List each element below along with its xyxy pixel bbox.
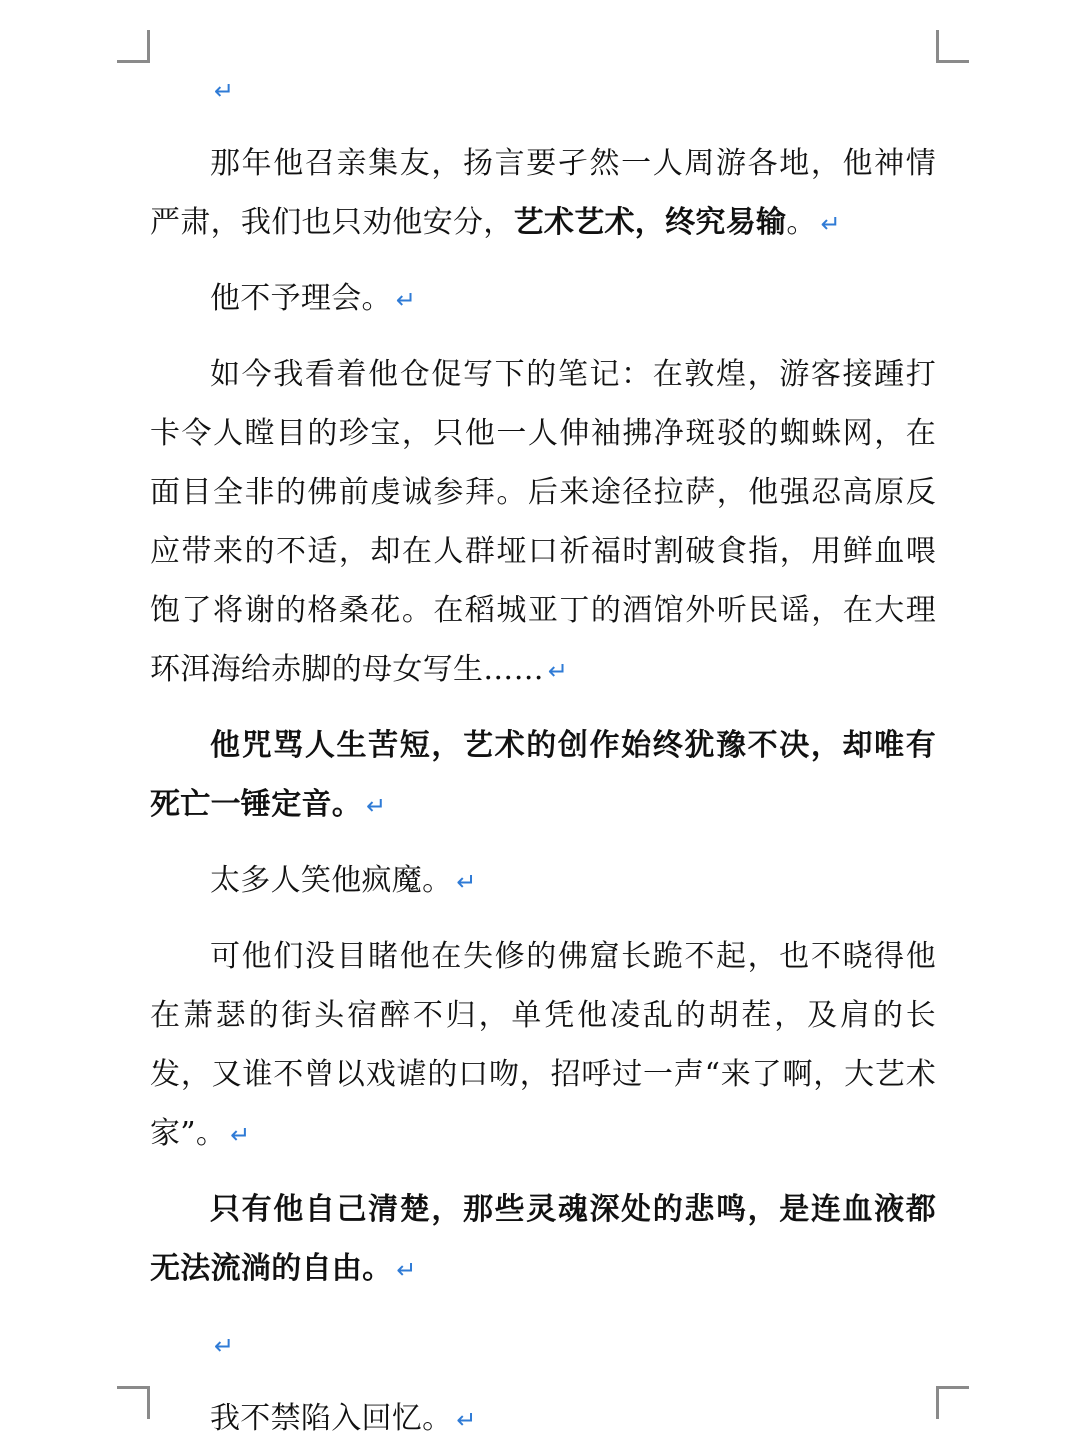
page-corner-top-left (117, 30, 150, 63)
text-run: 可他们没目睹他在失修的佛窟长跪不起，也不晓得他在萧瑟的街头宿醉不归，单凭他凌乱的胡茬，及肩的长发，又谁不曾以戏谑的口吻，招呼过一声“来了啊，大艺术家”。 (150, 939, 936, 1151)
paragraph[interactable] (150, 1389, 936, 1450)
paragraph-mark-icon: ↵ (214, 1332, 235, 1360)
paragraph[interactable] (150, 345, 936, 701)
paragraph[interactable] (150, 716, 936, 836)
text-run: 他不予理会。 (210, 281, 392, 316)
bold-text-run: 艺术艺术，终究易输 (513, 205, 787, 240)
paragraph[interactable] (150, 134, 936, 254)
paragraph[interactable] (150, 851, 936, 912)
empty-paragraph[interactable] (150, 1315, 936, 1374)
paragraph-mark-icon: ↵ (820, 210, 842, 238)
paragraph-mark-icon: ↵ (230, 1121, 251, 1149)
paragraph-mark-icon: ↵ (214, 77, 235, 105)
paragraph-mark-icon: ↵ (395, 286, 417, 314)
page-corner-bottom-left (117, 1386, 150, 1419)
page-corner-top-right (936, 30, 969, 63)
text-run: 那年他召亲集友，扬言要孑然一人周游各地，他神情严肃，我们也只劝他安分， (150, 146, 936, 240)
paragraph-mark-icon: ↵ (456, 868, 477, 896)
paragraph[interactable] (150, 269, 936, 330)
text-run: 我不禁陷入回忆。 (210, 1401, 453, 1436)
bold-text-run: 他咒骂人生苦短，艺术的创作始终犹豫不决，却唯有死亡一锤定音。 (150, 728, 936, 822)
paragraph[interactable] (150, 1180, 936, 1300)
paragraph[interactable] (150, 927, 936, 1165)
bold-text-run: 只有他自己清楚，那些灵魂深处的悲鸣，是连血液都无法流淌的自由。 (150, 1192, 936, 1286)
paragraph-mark-icon: ↵ (366, 792, 387, 820)
paragraph-mark-icon: ↵ (396, 1256, 417, 1284)
text-run: 如今我看着他仓促写下的笔记：在敦煌，游客接踵打卡令人瞠目的珍宝，只他一人伸袖拂净斑驳的蜘蛛网，在面目全非的佛前虔诚参拜。后来途径拉萨，他强忍高原反应带来的不适，却在人群垭口祈福时割破食指，用鲜血喂饱了将谢的格桑花。在稻城亚丁的酒馆外听民谣，在大理环洱海给赤脚的母女写生…… (150, 357, 936, 687)
page-corner-bottom-right (936, 1386, 969, 1419)
paragraph-mark-icon: ↵ (456, 1406, 477, 1434)
empty-paragraph[interactable] (150, 60, 936, 119)
text-run: 。 (786, 205, 817, 240)
paragraph-mark-icon: ↵ (547, 657, 569, 685)
document-body[interactable] (150, 60, 936, 1450)
text-run: 太多人笑他疯魔。 (210, 863, 453, 898)
